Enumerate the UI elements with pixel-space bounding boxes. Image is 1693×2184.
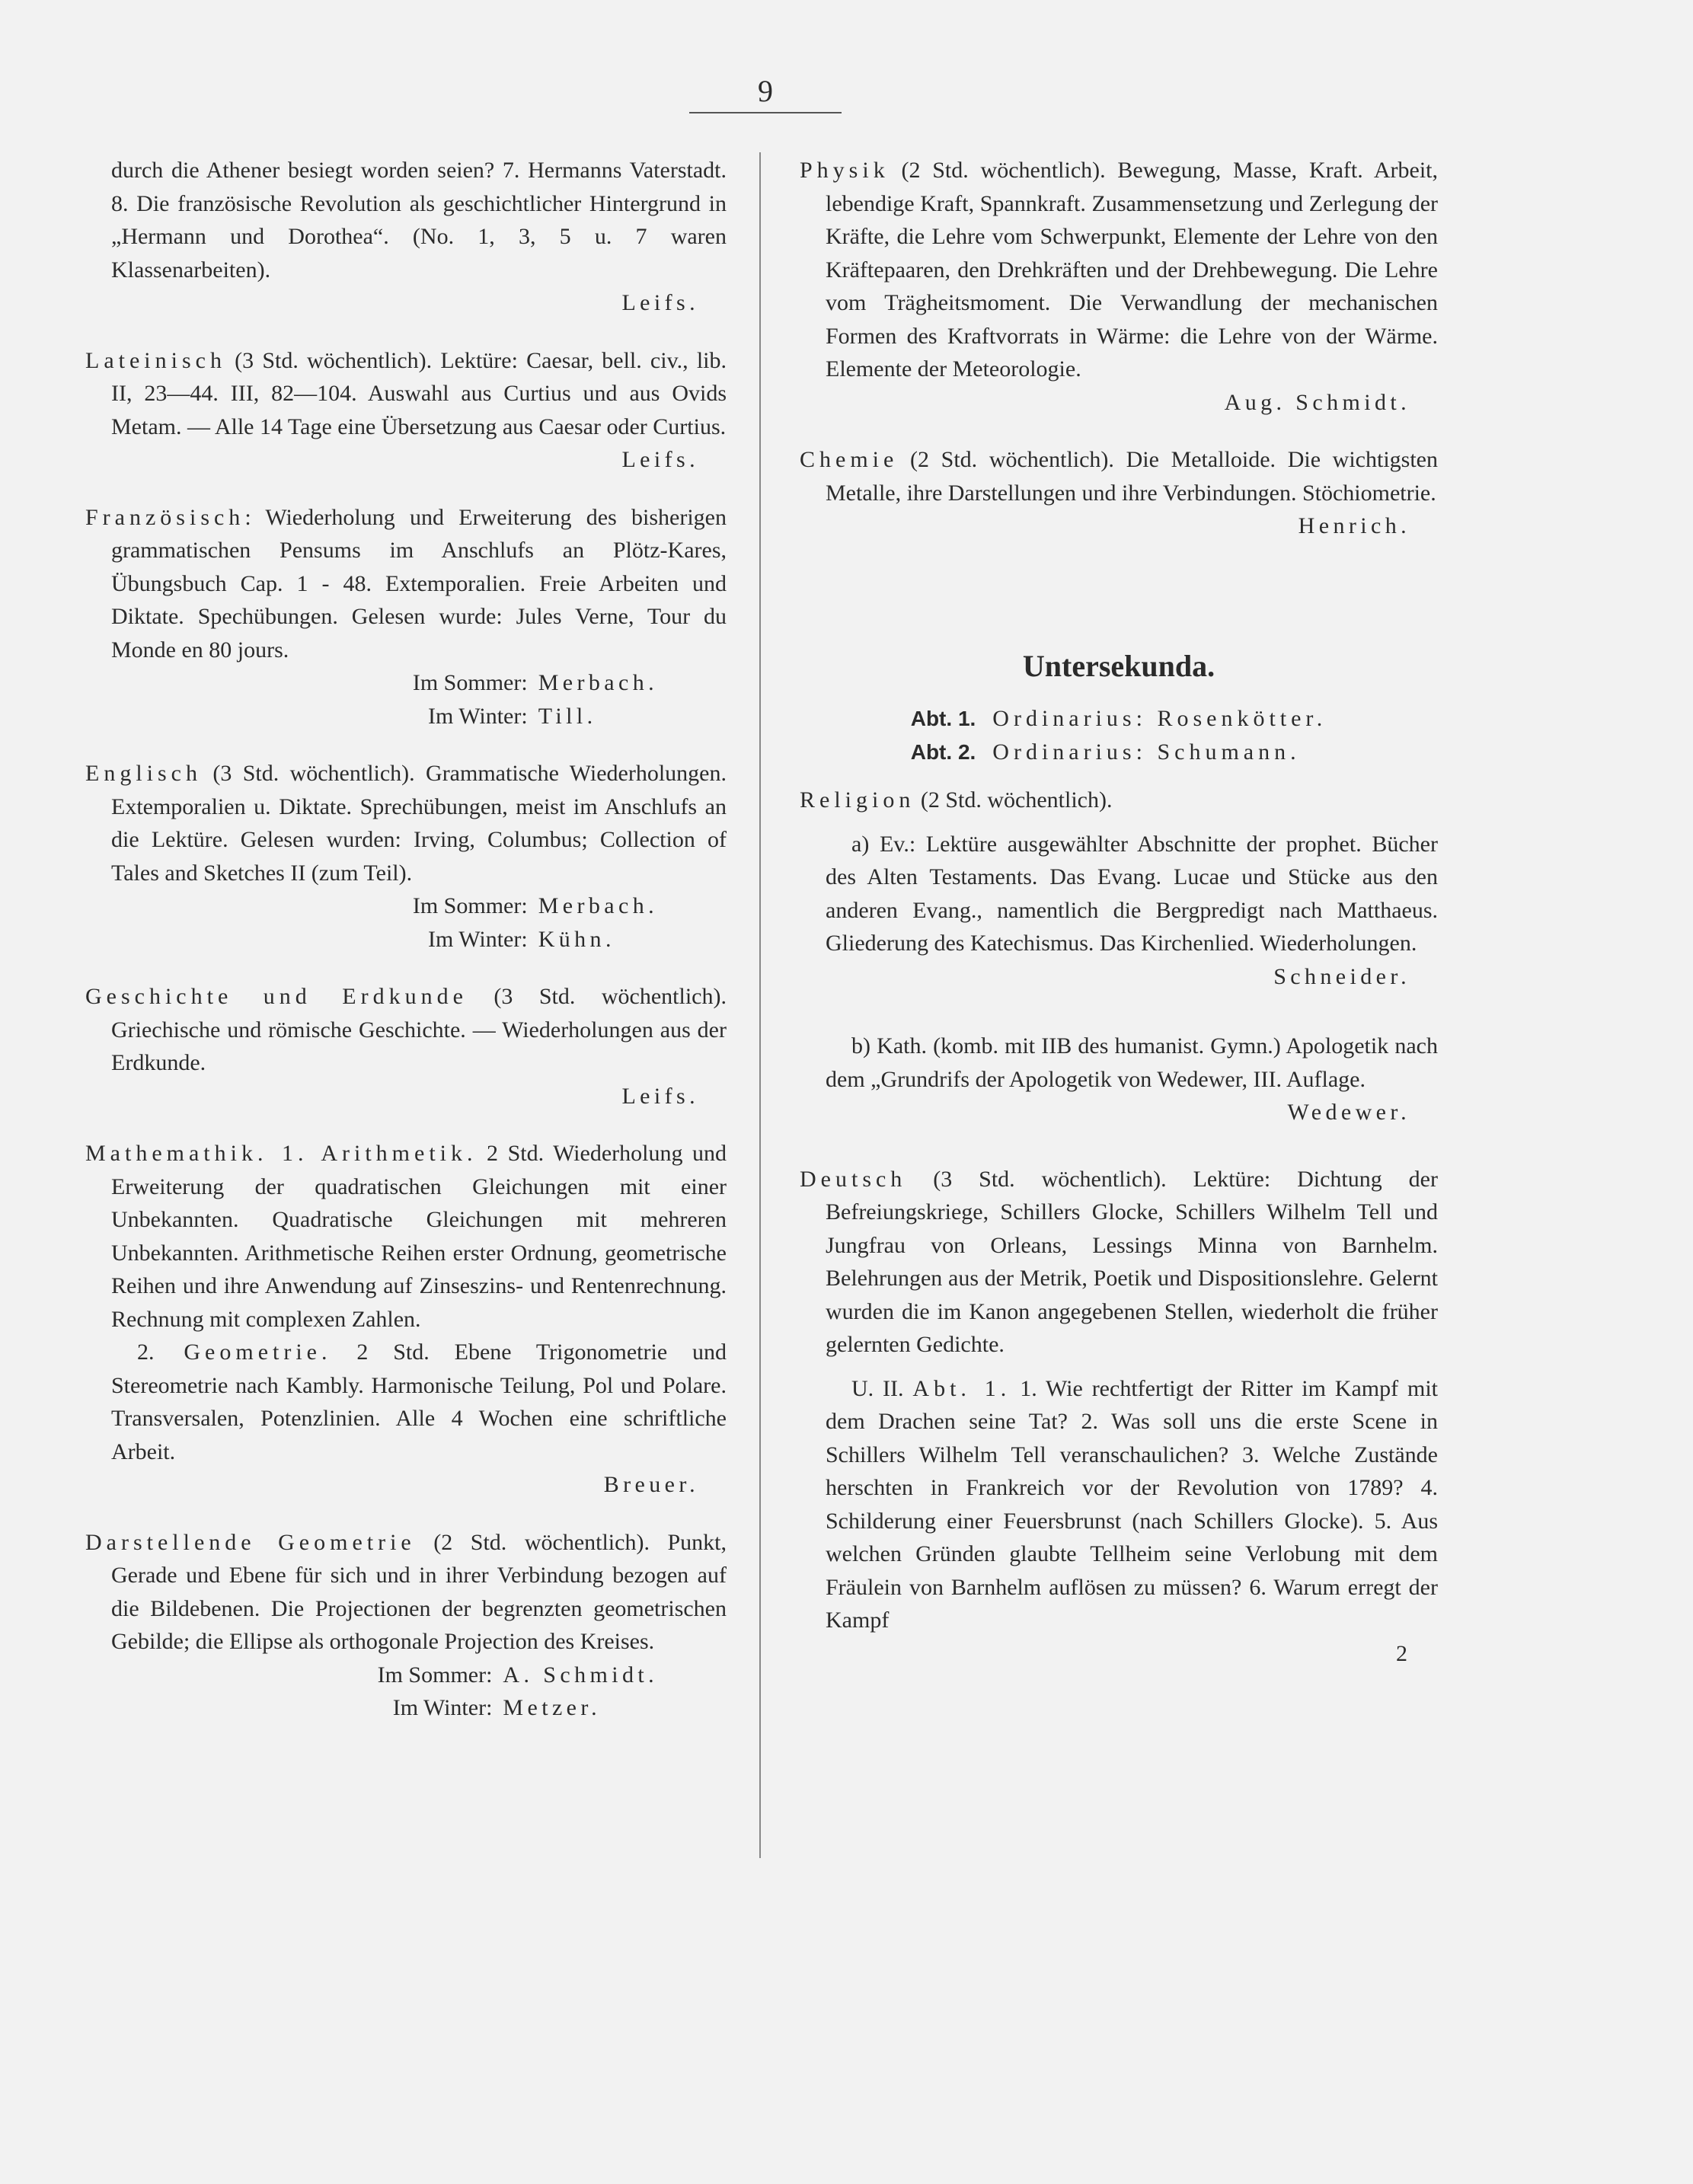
left-column (85, 154, 727, 1749)
physik-heading: Physik (800, 158, 890, 183)
religion-heading: Religion (800, 787, 915, 813)
deutsch-abt: Abt. 1. (912, 1375, 1011, 1401)
column-divider (759, 152, 761, 1858)
engl-paragraph (85, 757, 727, 889)
math-heading: Mathemathik. (85, 1141, 268, 1166)
gesch-paragraph (85, 980, 727, 1080)
engl-text: (3 Std. wöchentlich). Grammatische Wiederholungen. Extemporalien u. Diktate. Sprechübungen, meist im Anschlufs an die Lektüre. Gelesen wurden: Irving, Columbus; Collection of Tales and Sketches II (zum Teil). (111, 761, 727, 886)
teacher-signature: Breuer. (603, 1472, 699, 1497)
class-ordinarius-list (800, 702, 1438, 768)
section-darstellende-geometrie (85, 1526, 727, 1725)
abt-label: Abt. 1. (910, 707, 976, 730)
physik-paragraph (800, 154, 1438, 386)
franz-paragraph (85, 501, 727, 667)
gesch-heading: Geschichte und Erdkunde (85, 984, 468, 1009)
deutsch-heading: Deutsch (800, 1166, 907, 1192)
deutsch-class: U. II. (851, 1375, 913, 1401)
teacher-signature: Schneider. (1273, 963, 1410, 989)
latein-heading: Lateinisch (85, 347, 226, 373)
math-text-1: 2 Std. Wiederholung und Erweiterung der quadratischen Gleichungen mit einer Unbekannten. Quadratische Gleichungen mit mehreren Unbekannten. Arithmetische Reihen erster Ordnung, geometrische Reihen und ihre Anwendung auf Zinseszins- und Rentenrechnung. Rechnung mit complexen Zahlen. (111, 1141, 727, 1332)
engl-teachers (85, 889, 727, 956)
latein-text: (3 Std. wöchentlich). Lektüre: Caesar, bell. civ., lib. II, 23—44. III, 82—104. Auswahl aus Curtius und aus Ovids Metam. — Alle 14 Tage eine Übersetzung aus Caesar oder Curtius. (111, 347, 727, 439)
term-label: Im Winter: (427, 703, 528, 729)
teacher-signature: Leifs. (621, 1083, 699, 1109)
section-latein (85, 344, 727, 477)
abt-ordinarius: Ordinarius: Rosenkötter. (992, 706, 1327, 731)
deutsch-paragraph (800, 1163, 1438, 1362)
gesch-text: (3 Std. wöchentlich). Griechische und römische Geschichte. — Wiederholungen aus der Erdkunde. (111, 984, 727, 1075)
teacher-name: A. Schmidt. (503, 1662, 658, 1687)
math-sub-arithmetik: 1. Arithmetik. (267, 1141, 478, 1166)
teacher-signature: Henrich. (1298, 513, 1410, 538)
section-englisch (85, 757, 727, 956)
franz-teachers (85, 666, 727, 733)
chemie-text: (2 Std. wöchentlich). Die Metalloide. Die wichtigsten Metalle, ihre Darstellungen und ihre Verbindungen. Stöchiometrie. (826, 447, 1438, 506)
term-label: Im Sommer: (412, 670, 528, 695)
class-heading: Untersekunda. (1022, 648, 1215, 683)
page-number: 9 (689, 73, 842, 113)
right-column (800, 154, 1438, 1694)
physik-text: (2 Std. wöchentlich). Bewegung, Masse, Kraft. Arbeit, lebendige Kraft, Spannkraft. Zusammensetzung und Zerlegung der Kräfte, die Lehre vom Schwerpunkt, Elemente der Lehre von den Kräftepaaren, den Drehkräften und der Drehbewegung. Die Lehre vom Trägheitsmoment. Die Verwandlung der mechanischen Formen des Kraftvorrats in Wärme: die Lehre von der Wärme. Elemente der Meteorologie. (826, 158, 1438, 382)
franz-heading: Französisch (85, 504, 245, 530)
deutsch-aufsatz-themen (800, 1372, 1438, 1637)
term-label: Im Sommer: (412, 893, 528, 918)
religion-text: (2 Std. wöchentlich). (915, 787, 1113, 813)
deutsch-text: (3 Std. wöchentlich). Lektüre: Dichtung der Befreiungskriege, Schillers Glocke, Schillers Wilhelm Tell und Jungfrau von Orleans, Lessings Minna von Barnhelm. Belehrungen aus der Metrik, Poetik und Dispositionslehre. Gelernt wurden die im Kanon angegebenen Stellen, wiederholt die früher gelernten Gedichte. (826, 1166, 1438, 1357)
teacher-name: Till. (538, 703, 597, 729)
teacher-signature: Wedewer. (1287, 1100, 1410, 1125)
darst-heading: Darstellende Geometrie (85, 1529, 416, 1555)
chemie-heading: Chemie (800, 447, 899, 472)
abt-label: Abt. 2. (910, 739, 976, 764)
deutsch-themen-text: 1. Wie rechtfertigt der Ritter im Kampf mit dem Drachen seine Tat? 2. Was soll uns die erste Scene in Schillers Wilhelm Tell veranschaulichen? 3. Welche Zustände herschten in Frankreich vor der Revolution von 1789? 4. Schilderung einer Feuersbrunst (nach Schillers Glocke). 5. Aus welchen Gründen glaubte Tellheim seine Verlobung mit dem Fräulein von Barnhelm auflösen zu müssen? 6. Warum erregt der Kampf (826, 1375, 1438, 1633)
term-label: Im Winter: (427, 926, 528, 952)
teacher-signature: Leifs. (621, 290, 699, 315)
darst-text: (2 Std. wöchentlich). Punkt, Gerade und Ebene für sich und in ihrer Verbindung bezogen auf die Bildebenen. Die Projectionen der begrenzten geometrischen Gebilde; die Ellipse als orthogonale Projection des Kreises. (111, 1529, 727, 1654)
term-label: Im Winter: (392, 1695, 493, 1720)
term-label: Im Sommer: (377, 1662, 493, 1687)
section-deutsch (800, 1163, 1438, 1671)
section-geschichte (85, 980, 727, 1113)
math-text-2: 2 Std. Ebene Trigonometrie und Stereometrie nach Kambly. Harmonische Teilung, Pol und Polare. Transversalen, Potenzlinien. Alle 4 Wochen eine schriftliche Arbeit. (111, 1339, 727, 1464)
teacher-name: Metzer. (503, 1695, 602, 1720)
math-paragraph-1 (85, 1137, 727, 1336)
math-sub2-num: 2. (137, 1339, 155, 1365)
section-mathematik (85, 1137, 727, 1502)
section-franzoesisch (85, 501, 727, 733)
section-deutsch-continued (85, 154, 727, 320)
math-sub-geometrie: Geometrie. (154, 1339, 332, 1365)
darst-paragraph (85, 1526, 727, 1659)
latein-paragraph (85, 344, 727, 444)
teacher-name: Kühn. (538, 926, 615, 952)
religion-ev: a) Ev.: Lektüre ausgewählter Abschnitte der prophet. Bücher des Alten Testaments. Das Evang. Lucae und Stücke aus den anderen Evang., namentlich die Bergpredigt nach Matthaeus. Gliederung des Katechismus. Das Kirchenlied. Wiederholungen. (826, 831, 1438, 956)
section-religion (800, 784, 1438, 1129)
religion-paragraph (800, 784, 1438, 817)
section-physik (800, 154, 1438, 419)
darst-teachers (85, 1659, 727, 1725)
teacher-signature: Aug. Schmidt. (1224, 389, 1410, 415)
teacher-name: Merbach. (538, 670, 658, 695)
deutsch-continued-text: durch die Athener besiegt worden seien? 7. Hermanns Vaterstadt. 8. Die französische Revolution als geschichtlicher Hintergrund in „Hermann und Dorothea“. (No. 1, 3, 5 u. 7 waren Klassenarbeiten). (111, 158, 727, 283)
math-paragraph-2 (85, 1336, 727, 1468)
religion-kath: b) Kath. (komb. mit IIB des humanist. Gymn.) Apologetik nach dem „Grundrifs der Apologetik von Wedewer, III. Auflage. (826, 1033, 1438, 1092)
teacher-name: Merbach. (538, 893, 658, 918)
teacher-signature: Leifs. (621, 447, 699, 472)
abt-ordinarius: Ordinarius: Schumann. (992, 739, 1301, 765)
sheet-mark: 2 (1396, 1640, 1407, 1666)
engl-heading: Englisch (85, 761, 202, 786)
franz-text: : Wiederholung und Erweiterung des bisherigen grammatischen Pensums im Anschlufs an Plötz-Kares, Übungsbuch Cap. 1 - 48. Extemporalien. Freie Arbeiten und Diktate. Spechübungen. Gelesen wurde: Jules Verne, Tour du Monde en 80 jours. (111, 504, 727, 663)
section-chemie (800, 443, 1438, 543)
chemie-paragraph (800, 443, 1438, 509)
